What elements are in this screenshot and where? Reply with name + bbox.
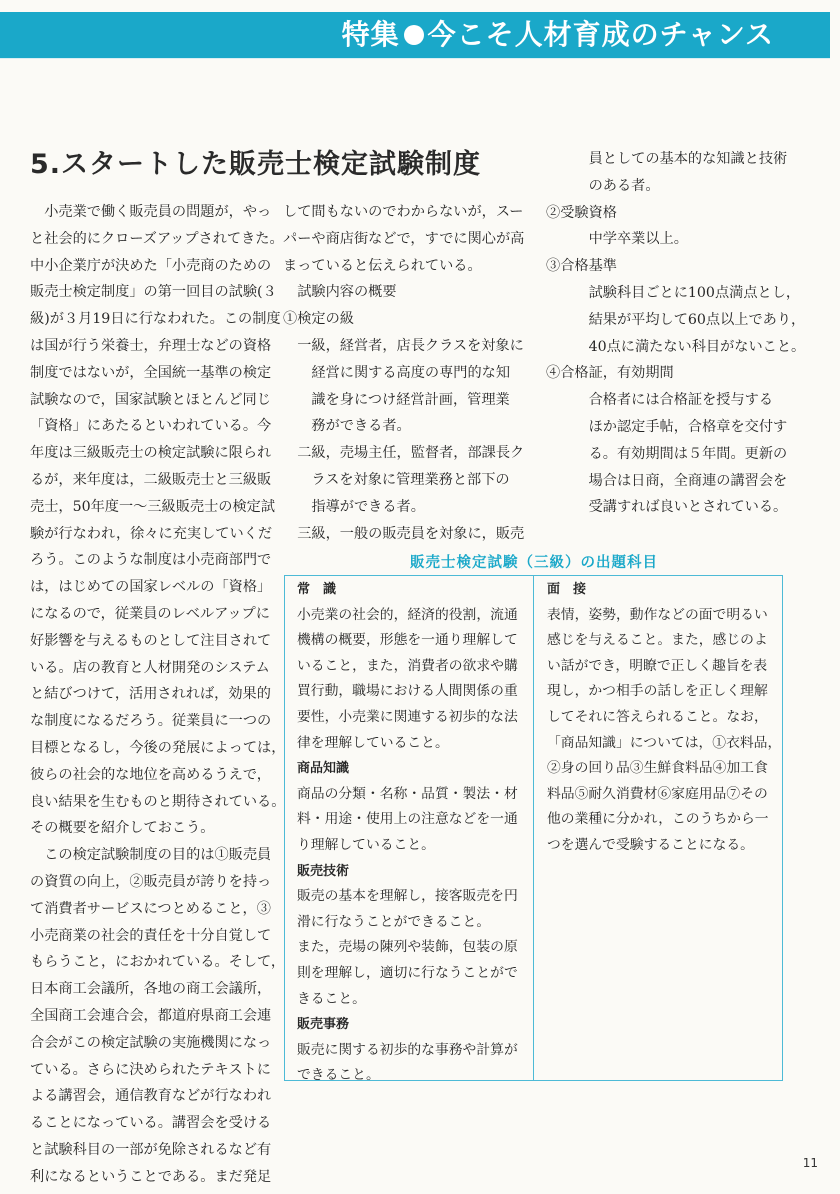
- text-line: パーや商店街などで，すでに関心が高: [283, 230, 525, 247]
- table-text-line: 販売の基本を理解し，接客販売を円: [297, 888, 518, 905]
- table-text-line: 感じを与えること。また，感じのよ: [547, 632, 768, 649]
- table-text-line: 要性，小売業に関連する初歩的な法: [297, 708, 518, 725]
- table-divider: [533, 576, 534, 1080]
- table-text-line: 「商品知識」については，①衣料品，: [547, 734, 782, 751]
- table-subheading: 販売技術: [297, 863, 350, 879]
- text-line: 日本商工会議所，各地の商工会議所，: [30, 981, 272, 998]
- table-text-line: い話ができ，明瞭で正しく趣旨を表: [547, 657, 768, 674]
- text-line: して間もないのでわからないが，スー: [283, 204, 524, 220]
- table-title: 販売士検定試験（三級）の出題科目: [410, 555, 658, 571]
- text-line: ろう。このような制度は小売商部門で: [30, 552, 272, 569]
- article-column-2: [283, 199, 523, 547]
- text-line: 識を身につけ経営計画，管理業: [283, 391, 510, 408]
- table-text-line: 機構の概要，形態を一通り理解して: [297, 632, 518, 649]
- table-subheading: 商品知識: [297, 761, 350, 777]
- table-text-line: 滑に行なうことができること。: [297, 913, 491, 930]
- exam-subjects-table: [284, 575, 783, 1084]
- table-text-line: 他の業種に分かれ，このうちから一: [547, 811, 769, 828]
- table-text-line: つを選んで受験することになる。: [547, 836, 754, 853]
- text-line: ほか認定手帖，合格章を交付す: [546, 418, 788, 435]
- table-subheading: 面 接: [547, 582, 587, 597]
- text-line: 小売商業の社会的責任を十分自覚して: [30, 927, 272, 944]
- text-line: ②受験資格: [546, 204, 617, 221]
- article-column-1: [30, 199, 286, 1190]
- text-line: 彼らの社会的な地位を高めるうえで，: [30, 766, 271, 783]
- text-line: ③合格基準: [546, 258, 617, 275]
- table-text-line: 則を理解し，適切に行なうことがで: [297, 964, 518, 981]
- text-line: 三級，一般の販売員を対象に，販売: [283, 525, 525, 542]
- text-line: になるので，従業員のレベルアップに: [30, 605, 270, 622]
- text-line: 売士，50年度一～三級販売士の検定試: [30, 498, 276, 515]
- banner-title: [342, 17, 774, 53]
- text-line: ることになっている。講習会を受ける: [30, 1115, 272, 1132]
- banner-prefix: 特集: [341, 18, 400, 51]
- table-text-line: 表情，姿勢，動作などの面で明るい: [547, 606, 768, 623]
- text-line: 合格者には合格証を授与する: [546, 392, 774, 409]
- table-text-line: 料・用途・使用上の注意などを一通: [297, 811, 518, 828]
- table-right-cell: [547, 577, 781, 859]
- text-line: 員としての基本的な知識と技術: [546, 151, 788, 167]
- text-line: 中学卒業以上。: [546, 231, 688, 248]
- table-text-line: いること，また，消費者の欲求や購: [297, 657, 518, 674]
- text-line: 級)が３月19日に行なわれた。この制度: [30, 311, 281, 328]
- text-line: ①検定の級: [283, 311, 354, 328]
- table-text-line: できること。: [297, 1067, 380, 1084]
- text-line: な制度になるだろう。従業員に一つの: [30, 713, 272, 730]
- table-subheading: 常 識: [297, 582, 337, 597]
- text-line: 結果が平均して60点以上であり，: [546, 311, 806, 328]
- text-line: よる講習会，通信教育などが行なわれ: [30, 1088, 272, 1105]
- text-line: 良い結果を生むものと期待されている。: [30, 793, 286, 810]
- text-line: もらうこと，におかれている。そして，: [30, 954, 286, 971]
- text-line: 年度は三級販売士の検定試験に限られ: [30, 445, 272, 462]
- text-line: 試験科目ごとに100点満点とし，: [546, 284, 801, 301]
- table-subheading: 販売事務: [297, 1017, 350, 1033]
- text-line: その概要を紹介しておこう。: [30, 820, 215, 837]
- text-line: 指導ができる者。: [283, 498, 425, 515]
- page-number: 11: [802, 1156, 818, 1170]
- header-banner: [0, 12, 830, 58]
- banner-subtitle: 今こそ人材育成のチャンス: [427, 18, 774, 51]
- text-line: 全国商工会連合会，都道府県商工会連: [30, 1007, 272, 1024]
- table-text-line: 販売に関する初歩的な事務や計算が: [297, 1041, 518, 1058]
- text-line: 合会がこの検定試験の実施機関になっ: [30, 1034, 272, 1051]
- table-text-line: ②身の回り品③生鮮食料品④加工食: [547, 760, 768, 777]
- table-text-line: きること。: [297, 990, 366, 1007]
- table-text-line: り理解していること。: [297, 836, 435, 853]
- text-line: 一級，経営者，店長クラスを対象に: [283, 337, 524, 354]
- table-text-line: 料品⑤耐久消費材⑥家庭用品⑦その: [547, 785, 768, 802]
- table-left-cell: [297, 577, 518, 1089]
- section-heading: 5.スタートした販売士検定試験制度: [30, 149, 482, 180]
- text-line: 「資格」にあたるといわれている。今: [30, 418, 272, 435]
- table-text-line: してそれに答えられること。なお，: [547, 708, 768, 725]
- text-line: 務ができる者。: [283, 418, 411, 435]
- table-text-line: また，売場の陳列や装飾，包装の原: [297, 939, 518, 956]
- text-line: 販売士検定制度」の第一回目の試験(３: [30, 284, 277, 301]
- text-line: この検定試験制度の目的は①販売員: [30, 847, 272, 864]
- article-column-3: [546, 146, 806, 521]
- text-line: 利になるということである。まだ発足: [30, 1168, 272, 1185]
- text-line: は国が行う栄養士，弁理士などの資格: [30, 337, 272, 354]
- text-line: て消費者サービスにつとめること，③: [30, 900, 271, 917]
- text-line: ている。さらに決められたテキストに: [30, 1061, 271, 1078]
- text-line: の資質の向上，②販売員が誇りを持っ: [30, 873, 272, 890]
- text-line: 経営に関する高度の専門的な知: [283, 364, 511, 381]
- text-line: と結びつけて，活用されれば，効果的: [30, 686, 271, 703]
- text-line: 小売業で働く販売員の問題が，やっ: [30, 204, 272, 220]
- text-line: 験が行なわれ，徐々に充実していくだ: [30, 525, 273, 542]
- text-line: いる。店の教育と人材開発のシステム: [30, 659, 270, 676]
- text-line: 目標となるし，今後の発展によっては，: [30, 739, 286, 756]
- text-line: と試験科目の一部が免除されるなど有: [30, 1141, 272, 1158]
- text-line: のある者。: [546, 177, 660, 194]
- text-line: 制度ではないが，全国統一基準の検定: [30, 364, 272, 381]
- text-line: ④合格証，有効期間: [546, 365, 674, 382]
- text-line: は，はじめての国家レベルの「資格」: [30, 579, 272, 596]
- table-text-line: 律を理解していること。: [297, 734, 449, 751]
- text-line: 受講すれば良いとされている。: [546, 499, 788, 516]
- text-line: 好影響を与えるものとして注目されて: [30, 632, 272, 649]
- table-text-line: 商品の分類・名称・品質・製法・材: [297, 785, 518, 802]
- text-line: まっていると伝えられている。: [283, 257, 482, 274]
- bullet-dot-icon: [404, 25, 424, 45]
- text-line: と社会的にクローズアップされてきた。: [30, 230, 284, 247]
- table-text-line: 現し，かつ相手の話しを正しく理解: [547, 683, 768, 700]
- table-text-line: 小売業の社会的，経済的役割，流通: [297, 606, 518, 623]
- text-line: る。有効期間は５年間。更新の: [546, 445, 788, 462]
- text-line: 40点に満たない科目がないこと。: [546, 338, 806, 355]
- text-line: 中小企業庁が決めた「小売商のための: [30, 257, 272, 274]
- table-text-line: 買行動，職場における人間関係の重: [297, 683, 518, 700]
- text-line: ラスを対象に管理業務と部下の: [283, 471, 510, 488]
- text-line: 試験なので，国家試験とほとんど同じ: [30, 391, 271, 408]
- text-line: 場合は日商，全商連の講習会を: [546, 472, 788, 489]
- text-line: 二級，売場主任，監督者，部課長ク: [283, 445, 525, 462]
- text-line: るが，来年度は，二級販売士と三級販: [30, 471, 272, 488]
- text-line: 試験内容の概要: [283, 284, 397, 301]
